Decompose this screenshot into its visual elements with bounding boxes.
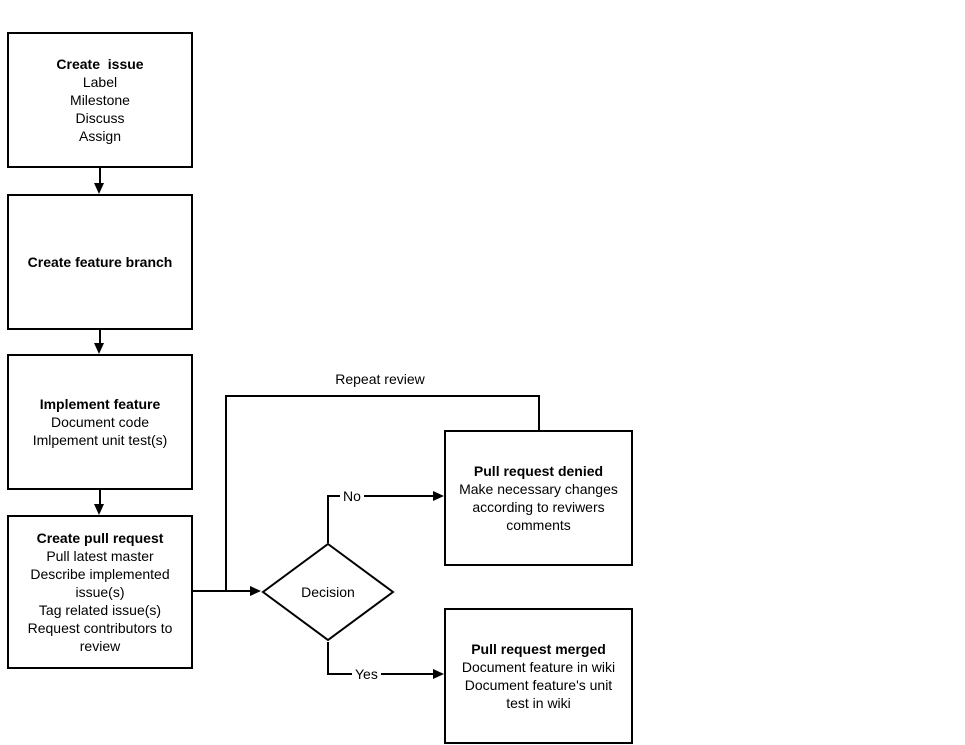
connector-pr-to-decision (193, 590, 251, 592)
node-create-issue-line: Assign (78, 128, 122, 144)
node-create-issue (7, 32, 193, 168)
node-create-pull-request-line: issue(s) (75, 584, 125, 600)
decision-label: Decision (301, 584, 355, 600)
node-create-pull-request-line: Tag related issue(s) (38, 602, 162, 618)
repeat-review-label: Repeat review (335, 371, 425, 387)
node-pull-request-merged-line: Document feature's unit (464, 677, 613, 693)
connector-branch-to-implement (99, 330, 101, 344)
node-pull-request-denied-title: Pull request denied (473, 463, 604, 479)
yes-label: Yes (352, 665, 381, 683)
node-implement-feature-line: Document code (50, 414, 150, 430)
node-pull-request-denied (444, 430, 633, 566)
node-create-pull-request-title: Create pull request (36, 530, 164, 546)
connector-repeat-review-right (538, 395, 540, 430)
node-implement-feature-title: Implement feature (39, 396, 161, 412)
node-create-feature-branch (7, 194, 193, 330)
connector-repeat-review-left (225, 395, 227, 592)
node-pull-request-merged-line: test in wiki (506, 695, 571, 711)
node-create-pull-request-line: Request contributors to (27, 620, 173, 636)
connector-no-vertical (327, 496, 329, 543)
arrowhead-yes-icon (433, 669, 444, 679)
node-pull-request-merged-line: Document feature in wiki (461, 659, 616, 675)
arrowhead-implement-to-pr-icon (94, 504, 104, 515)
connector-implement-to-pr (99, 490, 101, 505)
node-create-issue-line: Milestone (70, 92, 130, 108)
node-pull-request-merged-title: Pull request merged (471, 641, 606, 657)
node-create-pull-request (7, 515, 193, 669)
node-pull-request-denied-line: comments (506, 517, 571, 533)
connector-yes-vertical (327, 642, 329, 674)
arrowhead-pr-to-decision-icon (250, 586, 261, 596)
node-create-pull-request-line: Describe implemented (30, 566, 170, 582)
no-label: No (340, 487, 364, 505)
node-pull-request-merged (444, 608, 633, 744)
node-implement-feature-line: Imlpement unit test(s) (32, 432, 168, 448)
connector-repeat-review-top (225, 395, 540, 397)
node-create-feature-branch-title: Create feature branch (27, 254, 173, 270)
node-create-issue-line: Label (82, 74, 118, 90)
arrowhead-branch-to-implement-icon (94, 343, 104, 354)
node-create-issue-title: Create issue (56, 56, 144, 72)
arrowhead-issue-to-branch-icon (94, 183, 104, 194)
node-pull-request-denied-line: according to reviwers (472, 499, 605, 515)
node-create-issue-line: Discuss (75, 110, 125, 126)
decision-diamond (261, 543, 395, 641)
node-create-pull-request-line: review (79, 638, 121, 654)
node-create-pull-request-line: Pull latest master (46, 548, 154, 564)
node-implement-feature (7, 354, 193, 490)
node-pull-request-denied-line: Make necessary changes (459, 481, 618, 497)
arrowhead-no-icon (433, 491, 444, 501)
